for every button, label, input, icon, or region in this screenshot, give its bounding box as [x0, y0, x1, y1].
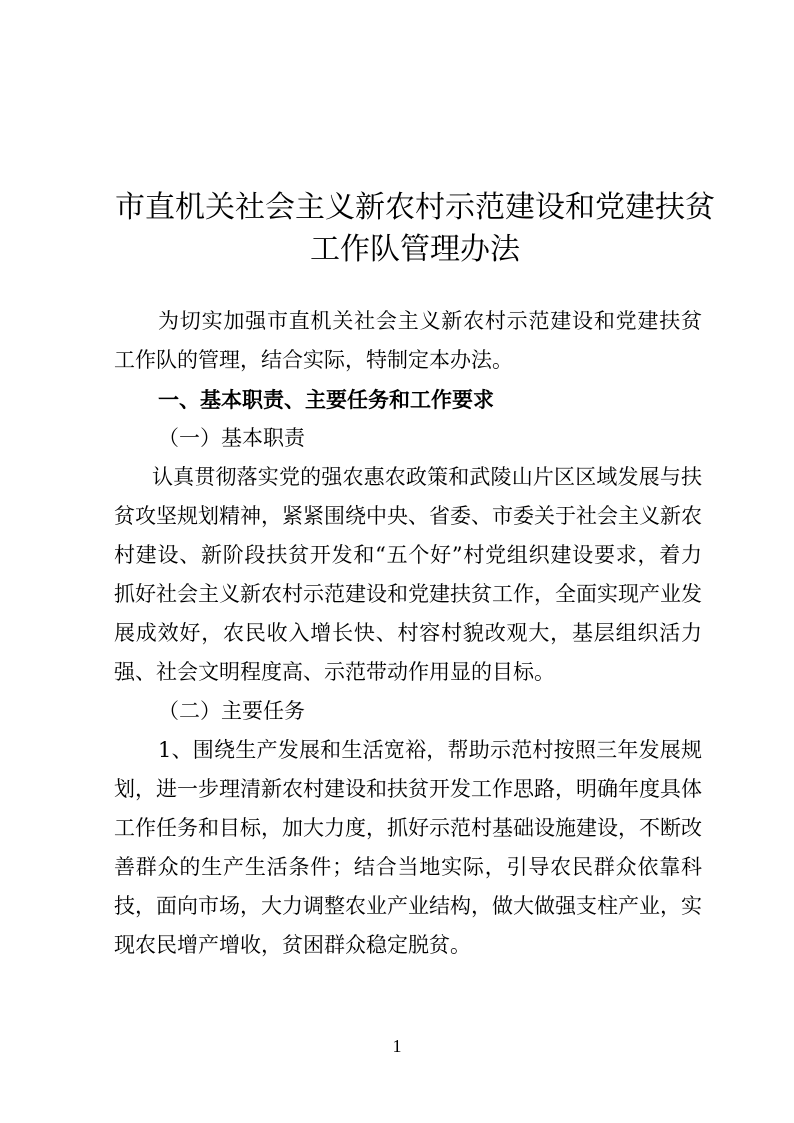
document-title-line2: 工作队管理办法 [310, 232, 520, 267]
section-heading-1: 一、基本职责、主要任务和工作要求 [158, 387, 494, 412]
intro-paragraph: 为切实加强市直机关社会主义新农村示范建设和党建扶贫工作队的管理，结合实际，特制定本办法。 [114, 309, 702, 372]
document-body [114, 302, 702, 965]
subsection-heading-basic-duties: （一）基本职责 [158, 426, 305, 450]
main-task-item-1: 1、围绕生产发展和生活宽裕，帮助示范村按照三年发展规划，进一步理清新农村建设和扶贫开发工作思路，明确年度具体工作任务和目标，加大力度，抓好示范村基础设施建设，不断改善群众的生产生活条件；结合当地实际，引导农民群众依靠科技，面向市场，大力调整农业产业结构，做大做强支柱产业，实现农民增产增收，贫困群众稳定脱贫。 [114, 738, 702, 957]
page-number: 1 [392, 1036, 402, 1056]
document-title-line1: 市直机关社会主义新农村示范建设和党建扶贫 [115, 190, 715, 225]
basic-duties-paragraph: 认真贯彻落实党的强农惠农政策和武陵山片区区域发展与扶贫攻坚规划精神，紧紧围绕中央、省委、市委关于社会主义新农村建设、新阶段扶贫开发和“五个好”村党组织建设要求，着力抓好社会主义新农村示范建设和党建扶贫工作，全面实现产业发展成效好，农民收入增长快、村容村貌改观大，基层组织活力强、社会文明程度高、示范带动作用显的目标。 [114, 465, 702, 684]
subsection-heading-main-tasks: （二）主要任务 [158, 699, 305, 723]
